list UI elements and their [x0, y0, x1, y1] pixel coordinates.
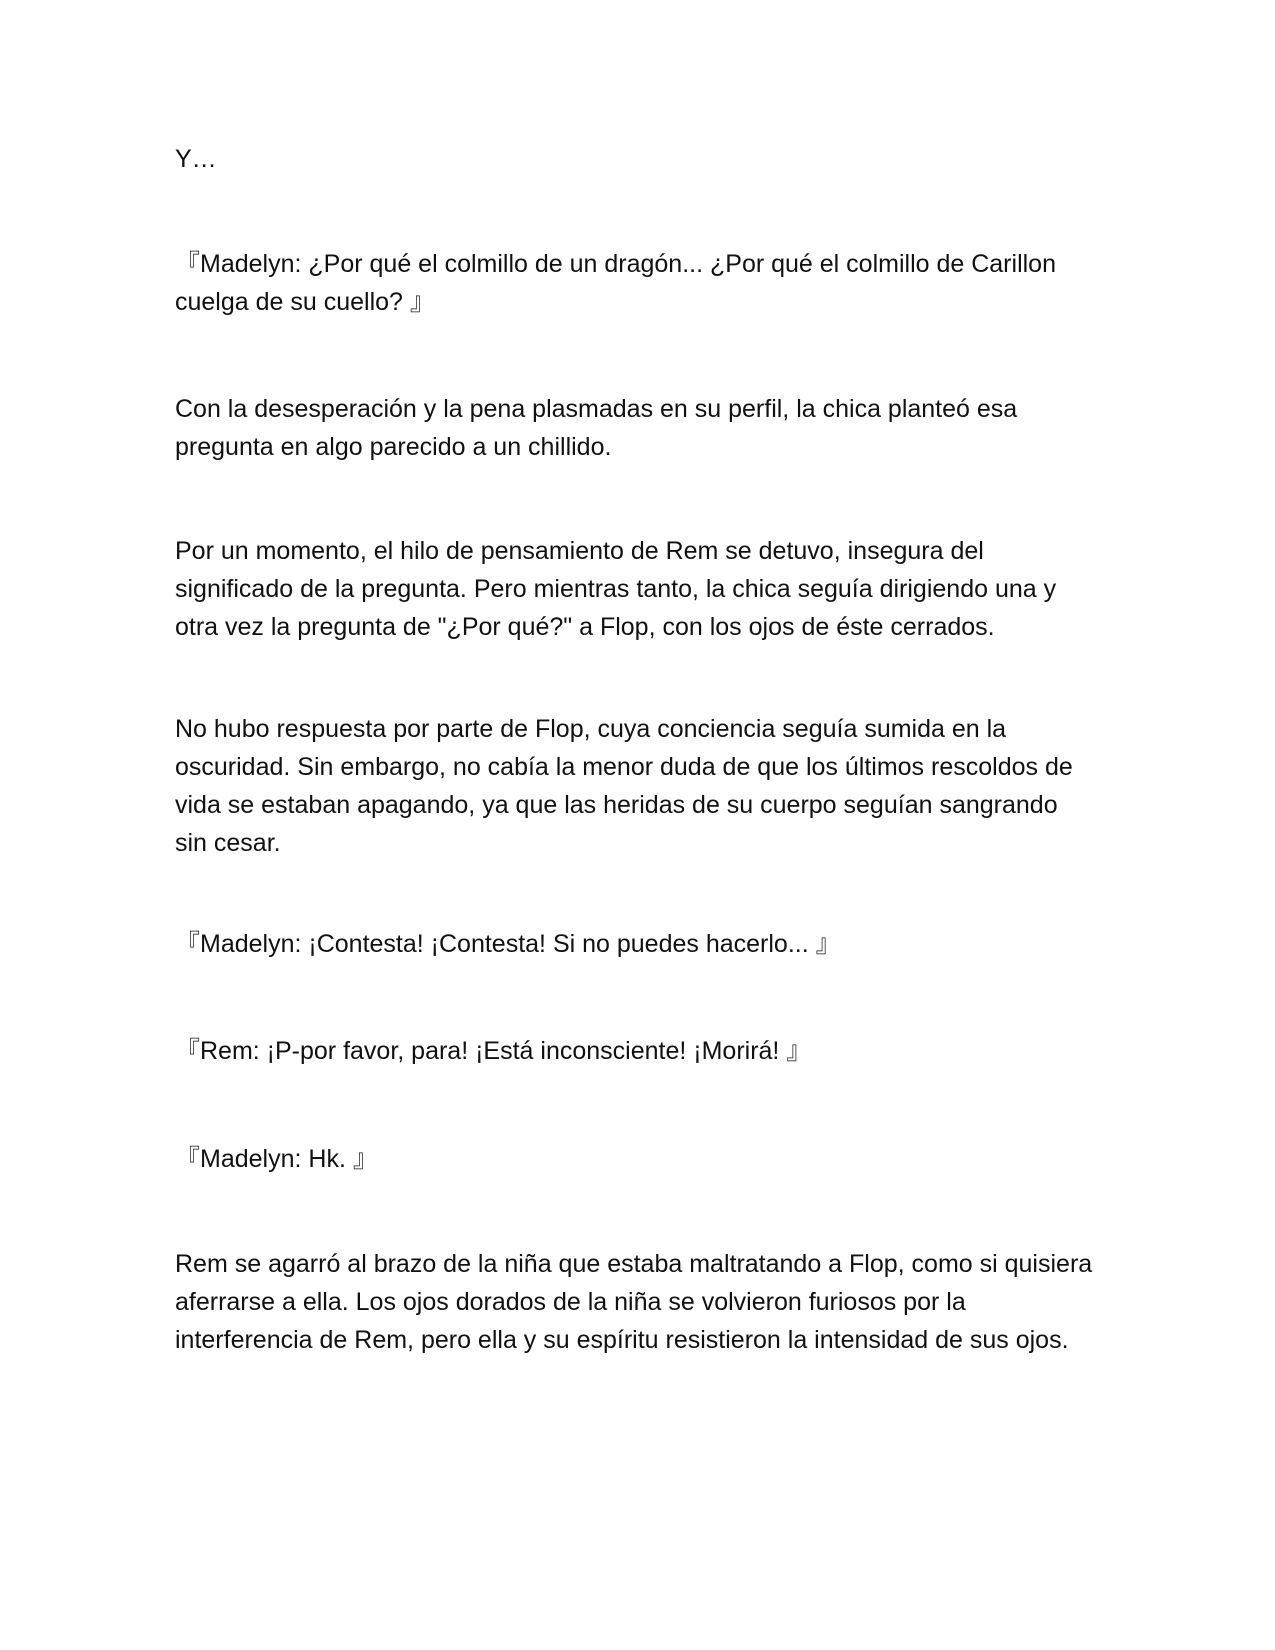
paragraph-9: Rem se agarró al brazo de la niña que estaba maltratando a Flop, como si quisiera aferrarse a ella. Los ojos dorados de la niña se volvieron furiosos por la interferencia de Rem, pero ella y su espíritu resistieron la intensidad de sus ojos. [175, 1250, 1093, 1354]
dialogue-rem: 『Rem: ¡P-por favor, para! ¡Está inconsciente! ¡Morirá! 』 [175, 1037, 812, 1065]
paragraph-3: Con la desesperación y la pena plasmadas en su perfil, la chica planteó esa pregunta en algo parecido a un chillido. [175, 395, 1018, 461]
dialogue-madelyn-1: 『Madelyn: ¿Por qué el colmillo de un dragón... ¿Por qué el colmillo de Carillon cuelga de su cuello? 』 [175, 250, 1056, 316]
dialogue-madelyn-3: 『Madelyn: Hk. 』 [175, 1145, 378, 1173]
paragraph-4: Por un momento, el hilo de pensamiento de Rem se detuvo, insegura del significado de la pregunta. Pero mientras tanto, la chica seguía dirigiendo una y otra vez la pregunta de "¿Por qué?" a Flop, con los ojos de éste cerrados. [175, 537, 1057, 641]
dialogue-madelyn-2: 『Madelyn: ¡Contesta! ¡Contesta! Si no puedes hacerlo... 』 [175, 930, 841, 958]
paragraph-5: No hubo respuesta por parte de Flop, cuya conciencia seguía sumida en la oscuridad. Sin embargo, no cabía la menor duda de que los últimos rescoldos de vida se estaban apagando, ya que las heridas de su cuerpo seguían sangrando sin cesar. [175, 715, 1073, 857]
paragraph-1: Y… [175, 145, 217, 173]
